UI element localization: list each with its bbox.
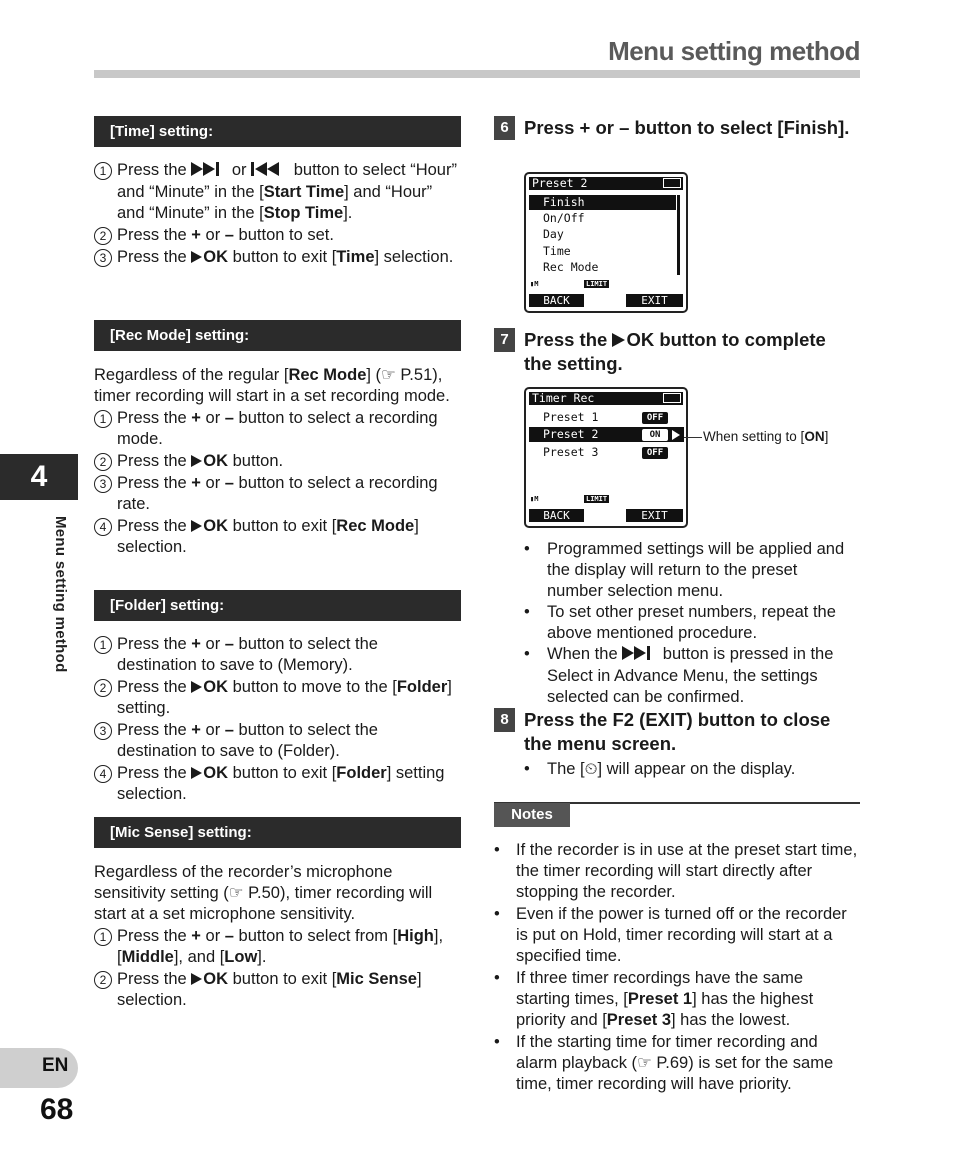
lcd-preset-row: Preset 3 bbox=[543, 445, 599, 459]
lcd-footer bbox=[529, 509, 683, 522]
lcd-screen-preset bbox=[524, 172, 688, 313]
fast-forward-icon bbox=[191, 161, 227, 182]
play-triangle-icon bbox=[191, 520, 202, 532]
step-item: 3 Press the OK button to exit [Time] selection. bbox=[94, 247, 461, 268]
step-item: 1 Press the + or – button to select a recording mode. bbox=[94, 408, 461, 450]
mic-level-icon: ▮M bbox=[530, 280, 539, 288]
bullet-item: • The [⏲] will appear on the display. bbox=[524, 759, 854, 780]
limit-label: LIMIT bbox=[586, 280, 608, 288]
step-item: 4 Press the OK button to exit [Rec Mode] selection. bbox=[94, 516, 461, 558]
language-label: EN bbox=[42, 1055, 69, 1076]
step-number: 4 bbox=[94, 518, 112, 536]
mic-level-icon: ▮M bbox=[530, 495, 539, 503]
folder-setting-heading: [Folder] setting: bbox=[94, 590, 461, 621]
callout-label: When setting to [ON] bbox=[703, 429, 829, 444]
limit-label: LIMIT bbox=[586, 495, 608, 503]
step-6-number: 6 bbox=[494, 116, 515, 140]
lcd-screen-timer-rec bbox=[524, 387, 688, 528]
step-8-number: 8 bbox=[494, 708, 515, 732]
step-number: 1 bbox=[94, 636, 112, 654]
step-item: 1 Press the + or – button to select the destination to save to (Memory). bbox=[94, 634, 461, 676]
fast-forward-icon bbox=[622, 645, 658, 666]
play-triangle-icon bbox=[191, 767, 202, 779]
step-6-text: Press + or – button to select [Finish]. bbox=[524, 117, 850, 138]
play-triangle-icon bbox=[191, 455, 202, 467]
step-number: 4 bbox=[94, 765, 112, 783]
off-badge: OFF bbox=[642, 412, 668, 424]
lcd-menu-item: Rec Mode bbox=[543, 260, 599, 274]
step-8-text: Press the F2 (EXIT) button to close the menu screen. bbox=[524, 709, 831, 754]
time-setting-steps bbox=[94, 160, 461, 269]
step-item: 4 Press the OK button to exit [Folder] setting selection. bbox=[94, 763, 461, 805]
step-number: 3 bbox=[94, 722, 112, 740]
lcd-exit-button: EXIT bbox=[626, 294, 683, 307]
play-triangle-icon bbox=[191, 251, 202, 263]
bullet-item: • Programmed settings will be applied and the display will return to the preset number selection menu. bbox=[524, 539, 854, 602]
lcd-menu-item: Time bbox=[543, 244, 571, 258]
step-item: 2 Press the OK button to exit [Mic Sense] selection. bbox=[94, 969, 461, 1011]
step-number: 1 bbox=[94, 410, 112, 428]
title-rule bbox=[94, 70, 860, 78]
step-number: 1 bbox=[94, 928, 112, 946]
lcd-title-bar: Timer Rec bbox=[529, 392, 683, 405]
note-item: • If the starting time for timer recording and alarm playback (☞ P.69) is set for the same time, timer recording will have priority. bbox=[494, 1032, 860, 1095]
battery-icon bbox=[663, 393, 681, 403]
step-item: 3 Press the + or – button to select the destination to save to (Folder). bbox=[94, 720, 461, 762]
notes-heading: Notes bbox=[494, 803, 570, 827]
folder-setting-steps bbox=[94, 634, 461, 806]
lcd-preset-row: Preset 1 bbox=[543, 410, 599, 424]
rec-mode-setting-heading: [Rec Mode] setting: bbox=[94, 320, 461, 351]
step-7-number: 7 bbox=[494, 328, 515, 352]
step-item: 3 Press the + or – button to select a recording rate. bbox=[94, 473, 461, 515]
lcd-back-button: BACK bbox=[529, 509, 584, 522]
chapter-number: 4 bbox=[30, 460, 48, 493]
side-section-label: Menu setting method bbox=[52, 516, 69, 673]
lcd-menu-item: Finish bbox=[529, 195, 676, 210]
lcd-preset-row: Preset 2 bbox=[529, 427, 684, 442]
step-7-notes bbox=[524, 539, 854, 708]
bullet-item: • To set other preset numbers, repeat the above mentioned procedure. bbox=[524, 602, 854, 644]
note-item: • If three timer recordings have the same starting times, [Preset 1] has the highest priority and [Preset 3] has the lowest. bbox=[494, 968, 860, 1031]
lcd-menu-item: On/Off bbox=[543, 211, 585, 225]
step-number: 3 bbox=[94, 475, 112, 493]
step-item: 1 Press the or button to select “Hour” and “Minute” in the [Start Time] and “Hour” and “Minute” in the [Stop Time]. bbox=[94, 160, 461, 224]
lcd-back-button: BACK bbox=[529, 294, 584, 307]
note-item: • Even if the power is turned off or the recorder is put on Hold, timer recording will start at a specified time. bbox=[494, 904, 860, 967]
intro-text: Regardless of the recorder’s microphone sensitivity setting (☞ P.50), timer recording will start at a set microphone sensitivity. bbox=[94, 863, 433, 923]
step-number: 1 bbox=[94, 162, 112, 180]
play-triangle-icon bbox=[191, 973, 202, 985]
step-number: 2 bbox=[94, 971, 112, 989]
battery-icon bbox=[663, 178, 681, 188]
selection-arrow-icon bbox=[672, 430, 680, 440]
mic-sense-setting-heading: [Mic Sense] setting: bbox=[94, 817, 461, 848]
off-badge: OFF bbox=[642, 447, 668, 459]
lcd-title-bar: Preset 2 bbox=[529, 177, 683, 190]
play-triangle-icon bbox=[612, 333, 625, 347]
mic-sense-setting-steps bbox=[94, 862, 461, 1012]
lcd-scrollbar bbox=[677, 195, 680, 275]
lcd-footer bbox=[529, 294, 683, 307]
page-title: Menu setting method bbox=[608, 36, 860, 66]
note-item: • If the recorder is in use at the preset start time, the timer recording will start directly after stopping the recorder. bbox=[494, 840, 860, 903]
step-item: 2 Press the OK button. bbox=[94, 451, 461, 472]
lcd-exit-button: EXIT bbox=[626, 509, 683, 522]
play-triangle-icon bbox=[191, 681, 202, 693]
callout-line bbox=[684, 437, 702, 438]
intro-text: Regardless of the regular [Rec Mode] (☞ P.51), timer recording will start in a set recording mode. bbox=[94, 366, 450, 405]
page-number: 68 bbox=[40, 1093, 74, 1126]
step-number: 2 bbox=[94, 227, 112, 245]
step-7-text: Press the OK button to complete the setting. bbox=[524, 329, 826, 374]
step-item: 1 Press the + or – button to select from [High], [Middle], and [Low]. bbox=[94, 926, 461, 968]
step-number: 2 bbox=[94, 453, 112, 471]
step-item: 2 Press the OK button to move to the [Folder] setting. bbox=[94, 677, 461, 719]
time-setting-heading: [Time] setting: bbox=[94, 116, 461, 147]
step-8-notes bbox=[524, 759, 854, 780]
step-item: 2 Press the + or – button to set. bbox=[94, 225, 461, 246]
on-badge: ON bbox=[642, 429, 668, 441]
step-number: 2 bbox=[94, 679, 112, 697]
notes-list bbox=[494, 840, 860, 1096]
lcd-menu-item: Day bbox=[543, 227, 564, 241]
rec-mode-setting-steps bbox=[94, 365, 461, 559]
step-number: 3 bbox=[94, 249, 112, 267]
rewind-icon bbox=[251, 161, 289, 182]
bullet-item: • When the button is pressed in the Select in Advance Menu, the settings selected can be confirmed. bbox=[524, 644, 854, 708]
